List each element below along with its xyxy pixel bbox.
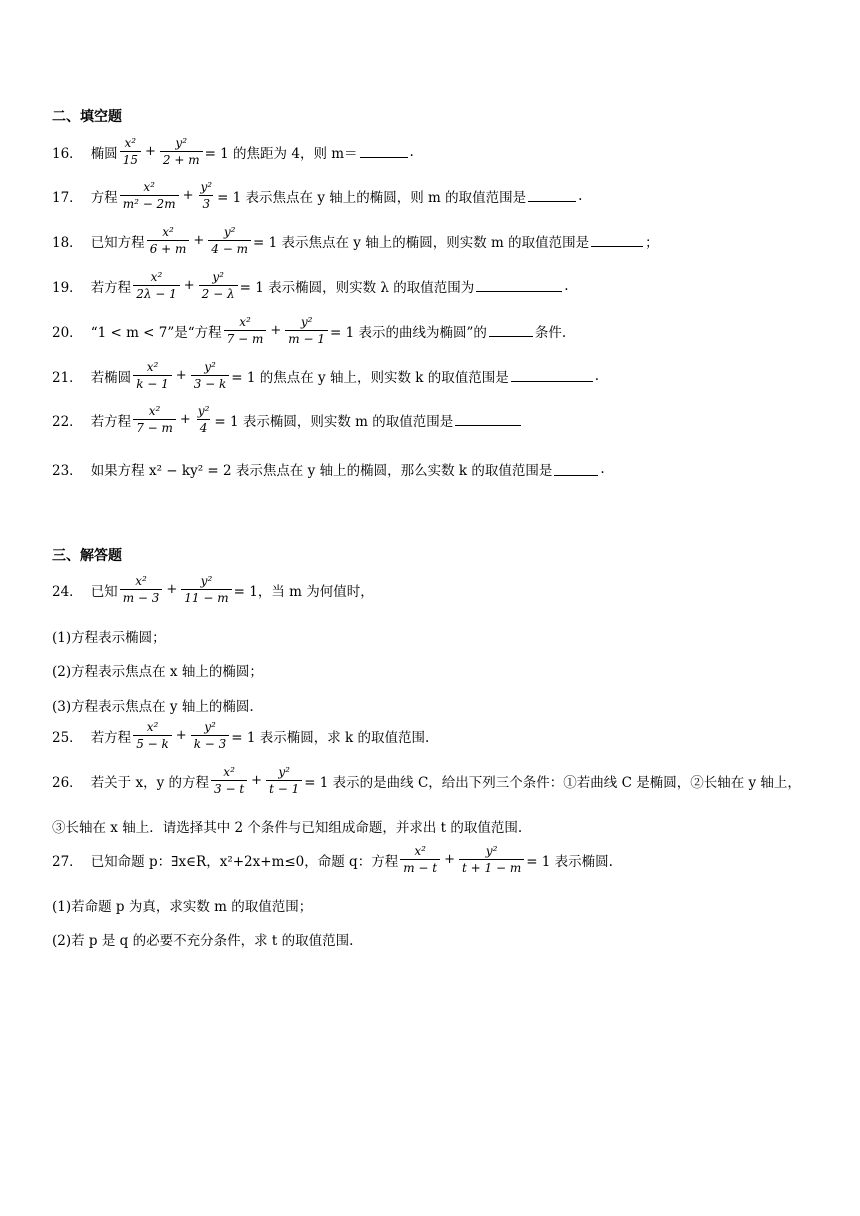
question-23: 23． 如果方程 x² − ky² = 2 表示焦点在 y 轴上的椭圆，那么实数 k 的取值范围是 . bbox=[52, 461, 605, 479]
fraction: $\frac{\text{y²}}{t + 1 - m}$ bbox=[459, 845, 524, 874]
fraction: $\frac{\text{x²}}{\text{m² − 2m}}$ bbox=[120, 181, 179, 210]
question-text: 若方程 bbox=[90, 279, 132, 296]
question-text: = 1 的焦距为 4，则 m＝ bbox=[204, 145, 358, 162]
section-title-fill: 二、填空题 bbox=[52, 109, 122, 125]
fraction: $\frac{\text{x²}}{7 - m}$ bbox=[133, 405, 176, 434]
sub-question: (3)方程表示焦点在 y 轴上的椭圆. bbox=[52, 699, 254, 715]
question-text: 方程 bbox=[90, 189, 118, 206]
fraction: $\frac{\text{y²}}{3}$ bbox=[200, 180, 213, 211]
question-20: 20． “1 < m < 7”是“方程 $\frac{\text{x²}}{7 - m}$ + $\frac{\text{y²}}{m - 1}$ = 1 表示的曲线为椭圆”的 条件. bbox=[52, 315, 567, 346]
question-26: 26． 若关于 x，y 的方程 $\frac{\text{x²}}{3 - t}$ + $\frac{\text{y²}}{t - 1}$ = 1 表示的是曲线 C，给出下列三个条件：①若曲线 C 是椭圆，②长轴在 y 轴上， bbox=[52, 765, 801, 796]
fraction: $\frac{\text{y²}}{m - 1}$ bbox=[285, 316, 328, 345]
question-number: 18． bbox=[52, 234, 83, 251]
question-19: 19． 若方程 $\frac{\text{x²}}{2\lambda - 1}$ + $\frac{\text{y²}}{2 - \lambda}$ = 1 表示椭圆，则实数 λ 的取值范围为 . bbox=[52, 270, 569, 301]
fraction: $\frac{\text{y²}}{3 - k}$ bbox=[191, 361, 230, 390]
question-21: 21． 若椭圆 $\frac{\text{x²}}{k - 1}$ + $\frac{\text{y²}}{3 - k}$ = 1 的焦点在 y 轴上，则实数 k 的取值范围是 . bbox=[52, 360, 600, 391]
fraction: $\frac{\text{x²}}{m - t}$ bbox=[400, 845, 440, 874]
fraction: $\frac{\text{y²}}{t - 1}$ bbox=[266, 766, 302, 795]
question-text: = 1 表示椭圆，求 k 的取值范围. bbox=[231, 729, 430, 746]
fraction: $\frac{\text{x²}}{7 - m}$ bbox=[224, 316, 267, 345]
question-25: 25． 若方程 $\frac{\text{x²}}{5 - k}$ + $\frac{\text{y²}}{k - 3}$ = 1 表示椭圆，求 k 的取值范围. bbox=[52, 720, 430, 751]
question-text: = 1 表示的曲线为椭圆”的 bbox=[329, 324, 487, 341]
question-text: = 1 表示焦点在 y 轴上的椭圆，则 m 的取值范围是 bbox=[217, 189, 527, 206]
question-number: 26． bbox=[52, 774, 83, 791]
fraction: $\frac{\text{y²}}{2 - \lambda}$ bbox=[199, 271, 238, 300]
sub-question: (2)方程表示焦点在 x 轴上的椭圆； bbox=[52, 664, 263, 680]
question-number: 20． bbox=[52, 324, 83, 341]
fraction: $\frac{\text{x²}}{k - 1}$ bbox=[133, 361, 172, 390]
question-text: = 1 表示椭圆，则实数 λ 的取值范围为 bbox=[239, 279, 475, 296]
question-number: 21． bbox=[52, 369, 83, 386]
question-18: 18． 已知方程 $\frac{\text{x²}}{6 + m}$ + $\frac{\text{y²}}{4 - m}$ = 1 表示焦点在 y 轴上的椭圆，则实数 m 的取值范围是 ； bbox=[52, 225, 659, 256]
question-number: 19． bbox=[52, 279, 83, 296]
fraction: $\frac{\text{y²}}{k - 3}$ bbox=[191, 721, 230, 750]
question-text: = 1，当 m 为何值时， bbox=[233, 583, 374, 600]
sub-question: (1)若命题 p 为真，求实数 m 的取值范围； bbox=[52, 899, 313, 915]
fraction: $\frac{\text{x²}}{3 - t}$ bbox=[211, 766, 247, 795]
sub-question: (2)若 p 是 q 的必要不充分条件，求 t 的取值范围. bbox=[52, 933, 354, 949]
question-17: 17． 方程 $\frac{\text{x²}}{\text{m² − 2m}}$ + $\frac{\text{y²}}{3}$ = 1 表示焦点在 y 轴上的椭圆，则 m 的取值范围是 . bbox=[52, 180, 583, 211]
fraction: $\frac{\text{y²}}{11 - m}$ bbox=[181, 575, 231, 604]
question-text: “1 < m < 7”是“方程 bbox=[90, 324, 222, 341]
fraction: $\frac{\text{x²}}{2\lambda - 1}$ bbox=[133, 271, 180, 300]
question-text: 已知方程 bbox=[90, 234, 145, 251]
question-text: 若方程 bbox=[90, 729, 132, 746]
answer-blank[interactable] bbox=[455, 413, 521, 426]
question-22: 22． 若方程 $\frac{\text{x²}}{7 - m}$ + $\frac{\text{y²}}{4}$ = 1 表示椭圆，则实数 m 的取值范围是 bbox=[52, 405, 523, 434]
answer-blank[interactable] bbox=[489, 324, 533, 337]
question-text: = 1 表示椭圆，则实数 m 的取值范围是 bbox=[214, 413, 454, 430]
fraction: $\frac{\text{x²}}{m - 3}$ bbox=[120, 575, 163, 604]
fraction: $\frac{\text{y²}}{4 - m}$ bbox=[208, 226, 251, 255]
question-number: 22． bbox=[52, 413, 83, 430]
question-text: = 1 的焦点在 y 轴上，则实数 k 的取值范围是 bbox=[231, 369, 509, 386]
question-number: 24． bbox=[52, 583, 83, 600]
answer-blank[interactable] bbox=[528, 189, 576, 202]
question-text: 如果方程 x² − ky² = 2 表示焦点在 y 轴上的椭圆，那么实数 k 的取值范围是 bbox=[90, 463, 553, 479]
sub-question: (1)方程表示椭圆； bbox=[52, 630, 166, 646]
fraction: $\frac{\text{x²}}{5 - k}$ bbox=[133, 721, 172, 750]
fraction: $\frac{\text{y²}}{4}$ bbox=[197, 404, 210, 435]
question-16: 16． 椭圆 $\frac{\text{x²}}{15}$ + $\frac{\text{y²}}{2 + m}$ = 1 的焦距为 4，则 m＝ . bbox=[52, 136, 414, 167]
answer-blank[interactable] bbox=[360, 145, 408, 158]
question-24: 24． 已知 $\frac{\text{x²}}{m - 3}$ + $\frac{\text{y²}}{11 - m}$ = 1，当 m 为何值时， bbox=[52, 574, 374, 605]
question-text: = 1 表示椭圆. bbox=[526, 853, 613, 870]
answer-blank[interactable] bbox=[511, 369, 593, 382]
question-text: = 1 表示焦点在 y 轴上的椭圆，则实数 m 的取值范围是 bbox=[253, 234, 590, 251]
question-text: = 1 表示的是曲线 C，给出下列三个条件：①若曲线 C 是椭圆，②长轴在 y 轴上， bbox=[304, 774, 801, 791]
question-27: 27． 已知命题 p：∃x∈R，x²+2x+m≤0，命题 q：方程 $\frac{\text{x²}}{m - t}$ + $\frac{\text{y²}}{t + 1 - m}$ = 1 表示椭圆. bbox=[52, 844, 613, 875]
fraction: $\frac{\text{x²}}{6 + m}$ bbox=[147, 226, 190, 255]
answer-blank[interactable] bbox=[554, 463, 598, 476]
question-number: 25． bbox=[52, 729, 83, 746]
question-number: 27． bbox=[52, 853, 83, 870]
question-number: 17． bbox=[52, 189, 83, 206]
question-text: 若方程 bbox=[90, 413, 132, 430]
question-number: 16． bbox=[52, 145, 83, 162]
fraction: $\frac{\text{y²}}{2 + m}$ bbox=[160, 137, 203, 166]
answer-blank[interactable] bbox=[476, 279, 562, 292]
fraction: $\frac{\text{x²}}{15}$ bbox=[120, 137, 141, 166]
question-text: 若椭圆 bbox=[90, 369, 132, 386]
question-continuation: ③长轴在 x 轴上．请选择其中 2 个条件与已知组成命题，并求出 t 的取值范围. bbox=[52, 820, 523, 836]
answer-blank[interactable] bbox=[591, 234, 643, 247]
question-text: 椭圆 bbox=[90, 145, 118, 162]
section-title-answer: 三、解答题 bbox=[52, 548, 122, 564]
question-text: 若关于 x，y 的方程 bbox=[90, 774, 210, 791]
question-text: 已知命题 p：∃x∈R，x²+2x+m≤0，命题 q：方程 bbox=[90, 853, 399, 870]
question-number: 23． bbox=[52, 463, 83, 479]
question-text: 已知 bbox=[90, 583, 118, 600]
